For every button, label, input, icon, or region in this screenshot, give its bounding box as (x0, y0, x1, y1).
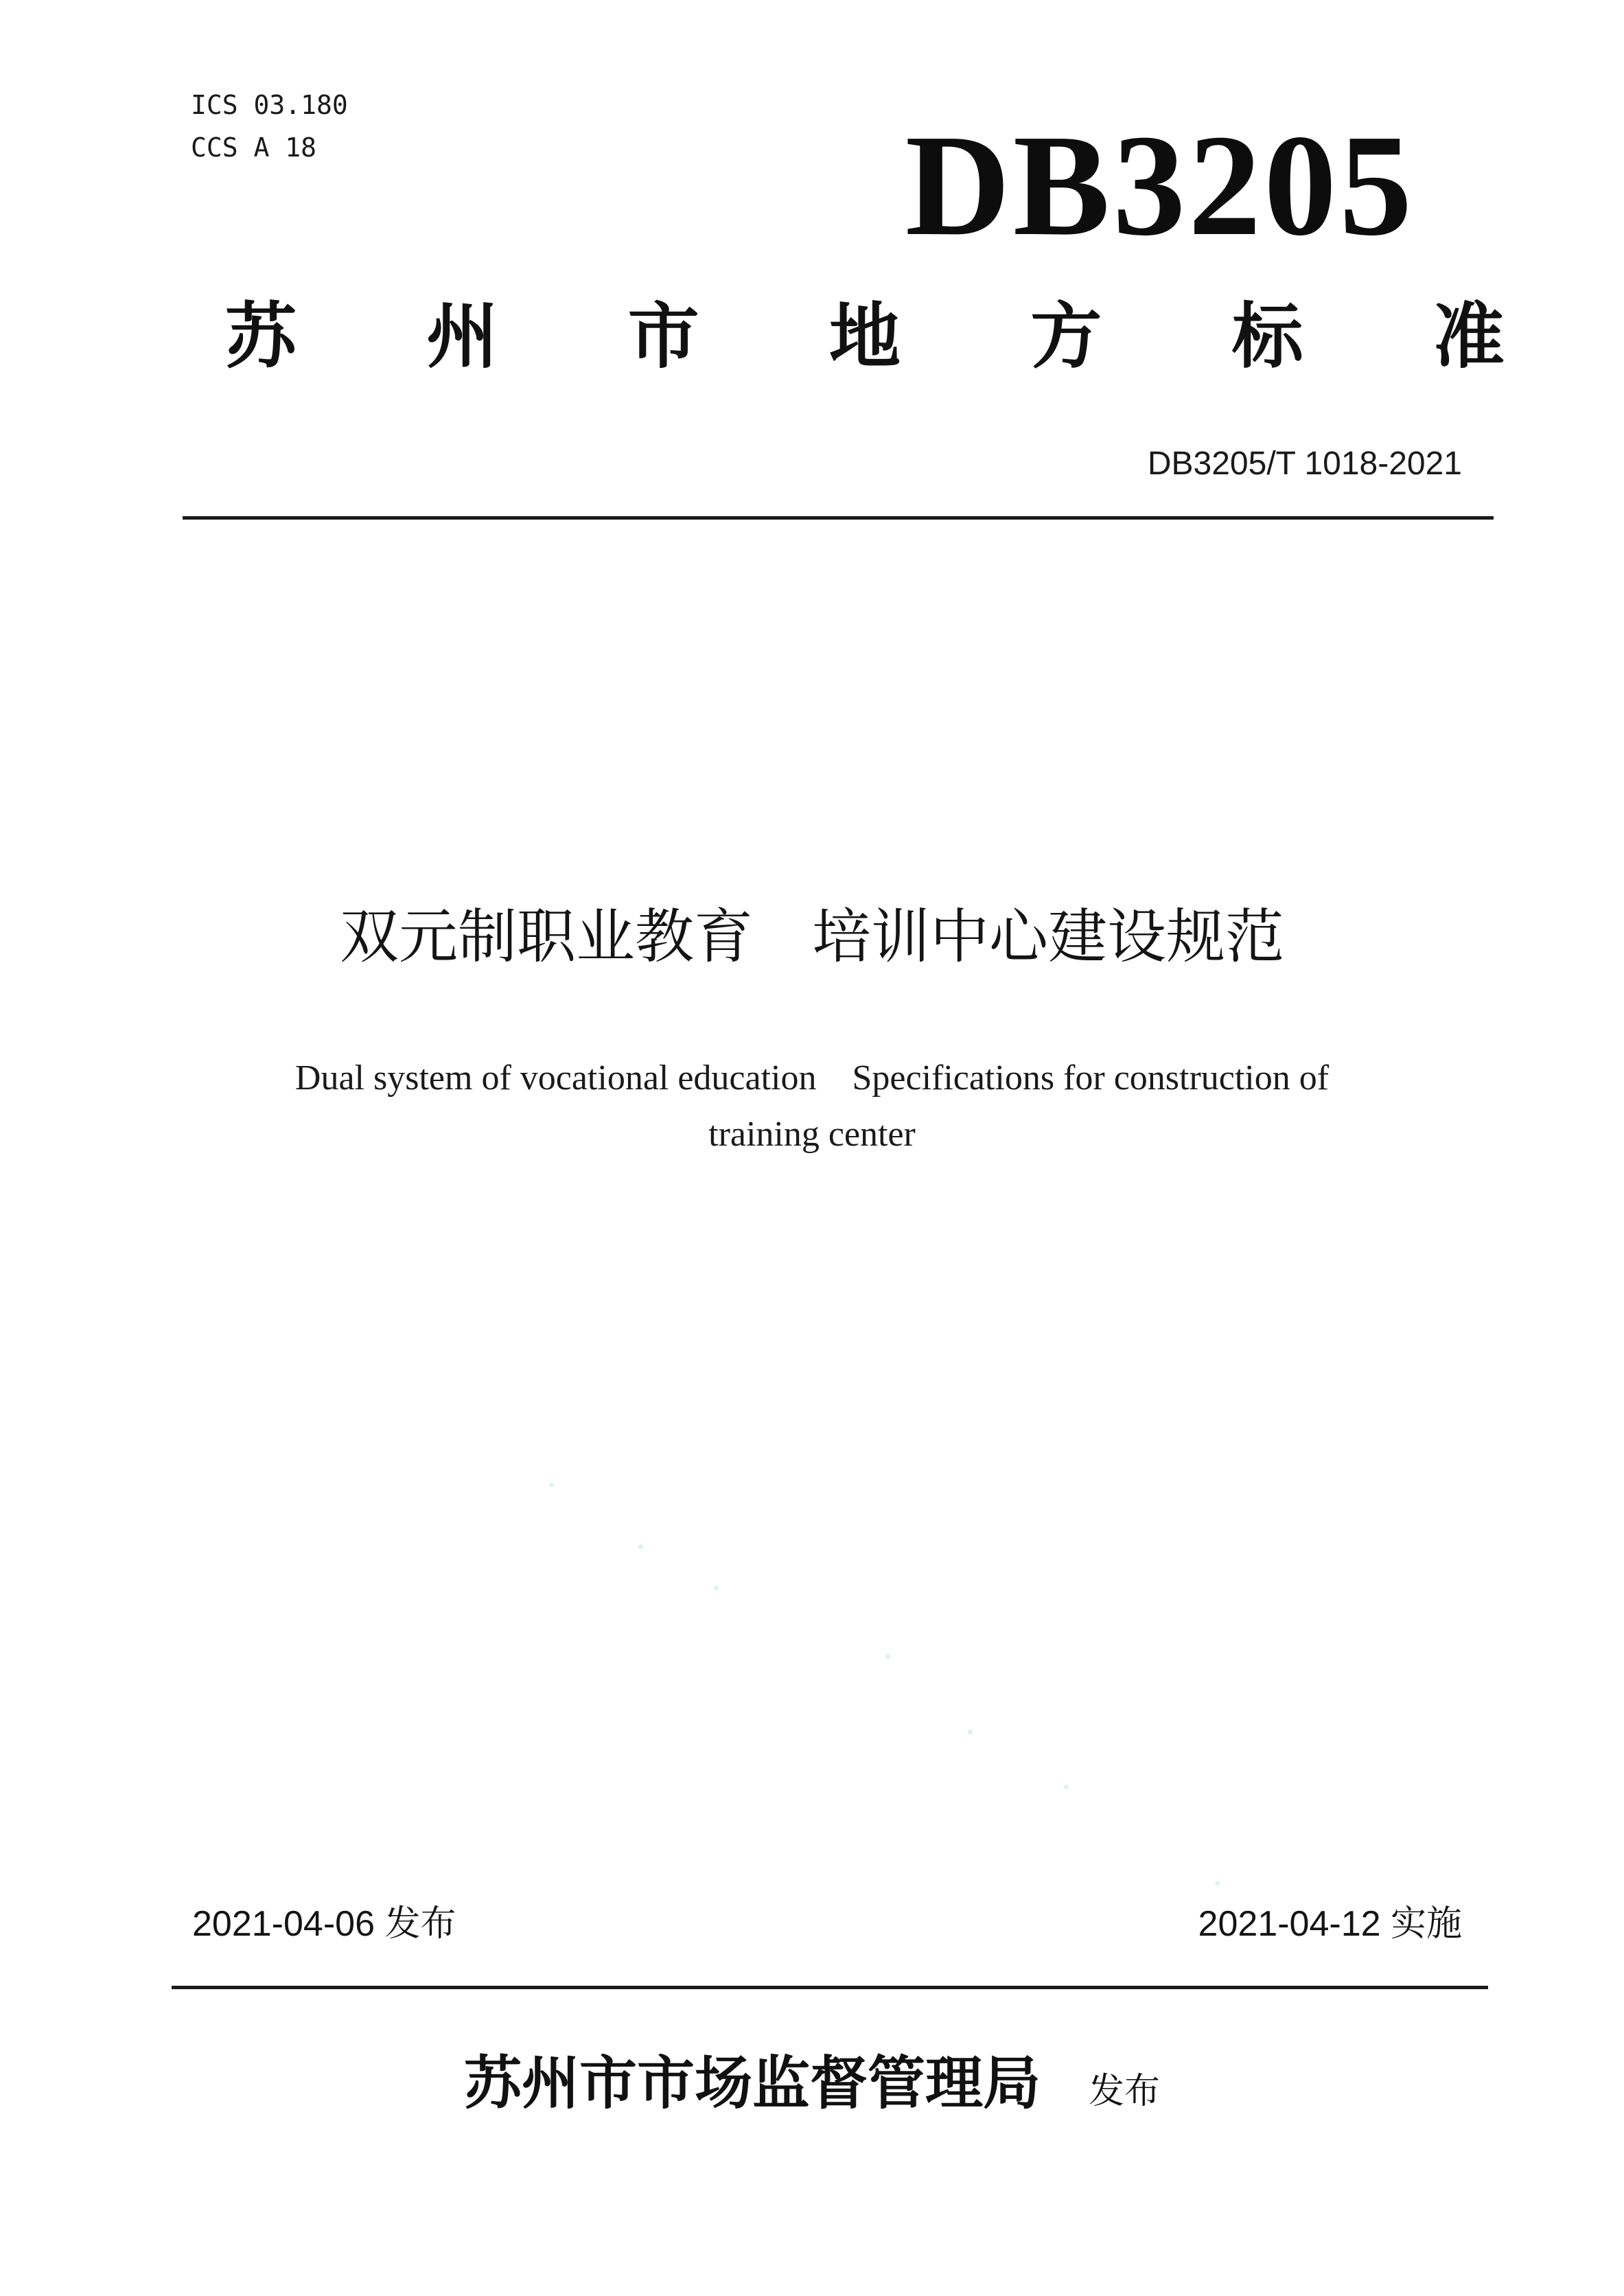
classification-codes (191, 84, 348, 169)
title-english (126, 1050, 1498, 1163)
issuer-line (126, 2045, 1498, 2129)
scan-speck (714, 1586, 719, 1590)
issuer-suffix: 发布 (1089, 2071, 1161, 2112)
standard-type-char: 方 (1030, 294, 1102, 378)
title-english-line: Dual system of vocational education Specifications for construction of (294, 1058, 1330, 1098)
scan-speck (549, 1483, 554, 1487)
scan-speck (968, 1730, 973, 1735)
bottom-divider (172, 1986, 1488, 1989)
standard-type-char: 市 (627, 294, 699, 378)
scan-speck (638, 1544, 643, 1549)
standard-type-char: 准 (1432, 294, 1505, 378)
implementation-date: 2021-04-12 实施 (1198, 1904, 1462, 1944)
scan-speck (1064, 1785, 1069, 1789)
standard-type-heading (220, 295, 1510, 378)
standard-type-char: 标 (1231, 294, 1303, 378)
title-chinese: 双元制职业教育 培训中心建设规范 (340, 903, 1284, 971)
standard-type-char: 州 (426, 294, 498, 378)
scan-speck (1215, 1881, 1220, 1886)
ics-code: ICS 03.180 (191, 90, 348, 120)
standard-type-char: 苏 (224, 294, 297, 378)
top-divider (183, 516, 1494, 520)
standard-prefix: DB3205 (905, 104, 1415, 266)
issue-date: 2021-04-06 发布 (192, 1904, 456, 1944)
title-english-line: training center (708, 1115, 916, 1154)
issuer-name: 苏州市市场监督管理局 (463, 2050, 1041, 2117)
ccs-code: CCS A 18 (191, 132, 317, 163)
scan-speck (885, 1654, 890, 1659)
standard-number: DB3205/T 1018-2021 (1147, 445, 1462, 482)
standard-type-char: 地 (828, 294, 901, 378)
